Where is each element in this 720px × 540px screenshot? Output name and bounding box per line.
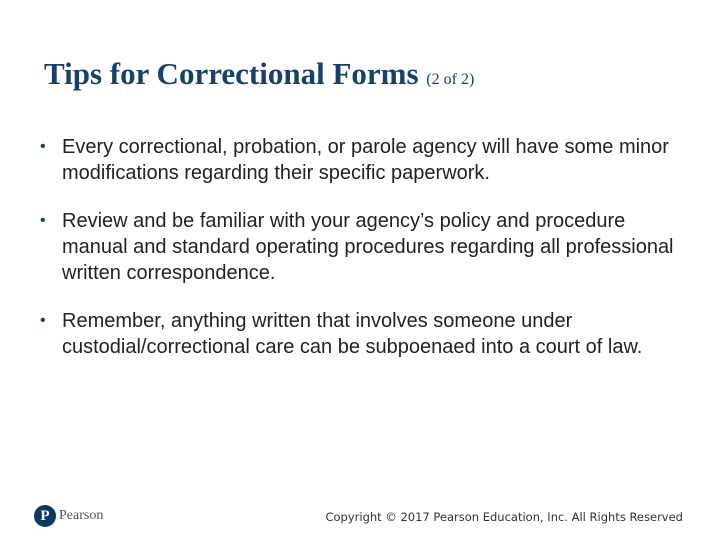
bullet-item [40, 134, 690, 186]
pearson-logo [34, 505, 103, 527]
pearson-logo-icon: P [34, 505, 56, 527]
bullet-text: Every correctional, probation, or parole agency will have some minor modifications regarding their specific paperwork. [62, 136, 669, 184]
bullet-icon: • [40, 138, 46, 155]
slide-title-main: Tips for Correctional Forms [44, 56, 419, 91]
bullet-icon: • [40, 312, 46, 329]
slide-title-suffix: (2 of 2) [426, 71, 475, 88]
bullet-list [40, 134, 690, 382]
copyright-notice: Copyright © 2017 Pearson Education, Inc. All Rights Reserved [325, 510, 683, 524]
bullet-icon: • [40, 212, 46, 229]
bullet-item [40, 208, 690, 286]
bullet-item [40, 308, 690, 360]
bullet-text: Review and be familiar with your agency’s policy and procedure manual and standard operating procedures regarding all professional written correspondence. [62, 210, 674, 284]
slide-title [44, 56, 474, 92]
bullet-text: Remember, anything written that involves someone under custodial/correctional care can be subpoenaed into a court of law. [62, 310, 643, 358]
pearson-logo-text: Pearson [59, 508, 104, 523]
